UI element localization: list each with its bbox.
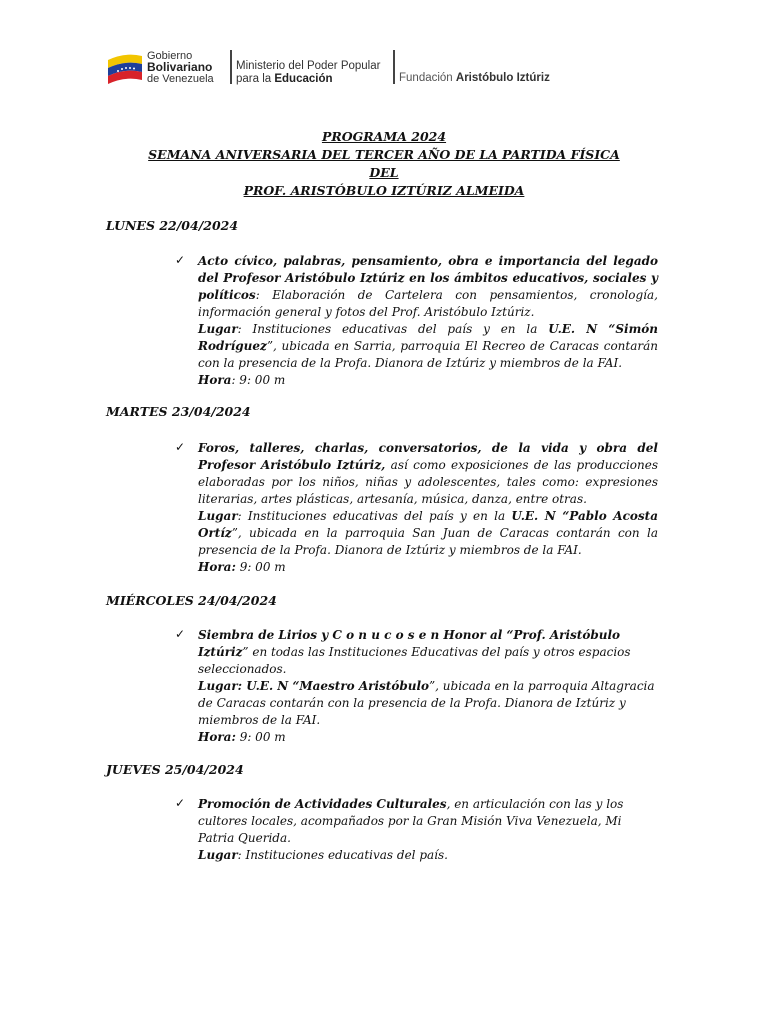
list-item-martes: Foros, talleres, charlas, conversatorios, de la vida y obra del Profesor Aristóbulo Iztúriz, así como exposiciones de las producciones elaboradas por los niños, niñas y adolescentes, tales como: expresiones literarias, artes plásticas, artesanía, música, danza, entre otras. Lugar: Instituciones educativas del país y en la U.E. N “Pablo Acosta Ortíz”, ubicada en la parroquia San Juan de Caracas contarán con la presencia de la Profa. Dianora de Iztúriz y miembros de la FAI. Hora: 9: 00 m	[198, 441, 658, 574]
letterhead	[106, 48, 566, 94]
ministerio-logo: Ministerio del Poder Popular para la Educación	[236, 60, 381, 85]
list-item-lunes: Acto cívico, palabras, pensamiento, obra e importancia del legado del Profesor Aristóbulo Iztúriz en los ámbitos educativos, sociales y políticos: Elaboración de Cartelera con pensamientos, cronología, información general y fotos del Prof. Aristóbulo Iztúriz. Lugar: Instituciones educativas del país y en la U.E. N “Simón Rodríguez”, ubicada en Sarria, parroquia El Recreo de Caracas contarán con la presencia de la Profa. Dianora de Iztúriz y miembros de la FAI. Hora: 9: 00 m	[198, 254, 658, 387]
day-heading-martes: MARTES 23/04/2024	[106, 404, 251, 419]
gobierno-bolivariano-logo: Gobierno Bolivariano de Venezuela	[147, 50, 214, 85]
checkmark-icon: ✓	[175, 253, 186, 267]
fundacion-logo: Fundación Aristóbulo Iztúriz	[399, 72, 550, 84]
day-heading-jueves: JUEVES 25/04/2024	[106, 762, 244, 777]
checkmark-icon: ✓	[175, 796, 186, 810]
day-heading-lunes: LUNES 22/04/2024	[106, 218, 239, 233]
list-item-miercoles: Siembra de Lirios y C o n u c o s e n Honor al “Prof. Aristóbulo Iztúriz” en todas las Instituciones Educativas del país y otros espacios seleccionados. Lugar: U.E. N “Maestro Aristóbulo”, ubicada en la parroquia Altagracia de Caracas contarán con la presencia de la Profa. Dianora de Iztúriz y miembros de la FAI. Hora: 9: 00 m	[198, 628, 655, 744]
list-item-jueves: Promoción de Actividades Culturales, en articulación con las y los cultores locales, acompañados por la Gran Misión Viva Venezuela, Mi Patria Querida. Lugar: Instituciones educativas del país.	[198, 797, 624, 862]
checkmark-icon: ✓	[175, 440, 186, 454]
day-heading-miercoles: MIÉRCOLES 24/04/2024	[106, 593, 277, 608]
document-title: PROGRAMA 2024 SEMANA ANIVERSARIA DEL TERCER AÑO DE LA PARTIDA FÍSICA DEL PROF. ARISTÓBULO IZTÚRIZ ALMEIDA	[148, 129, 620, 198]
venezuela-flag-logo-icon	[106, 50, 144, 84]
checkmark-icon: ✓	[175, 627, 186, 641]
divider	[393, 50, 395, 84]
divider	[230, 50, 232, 84]
